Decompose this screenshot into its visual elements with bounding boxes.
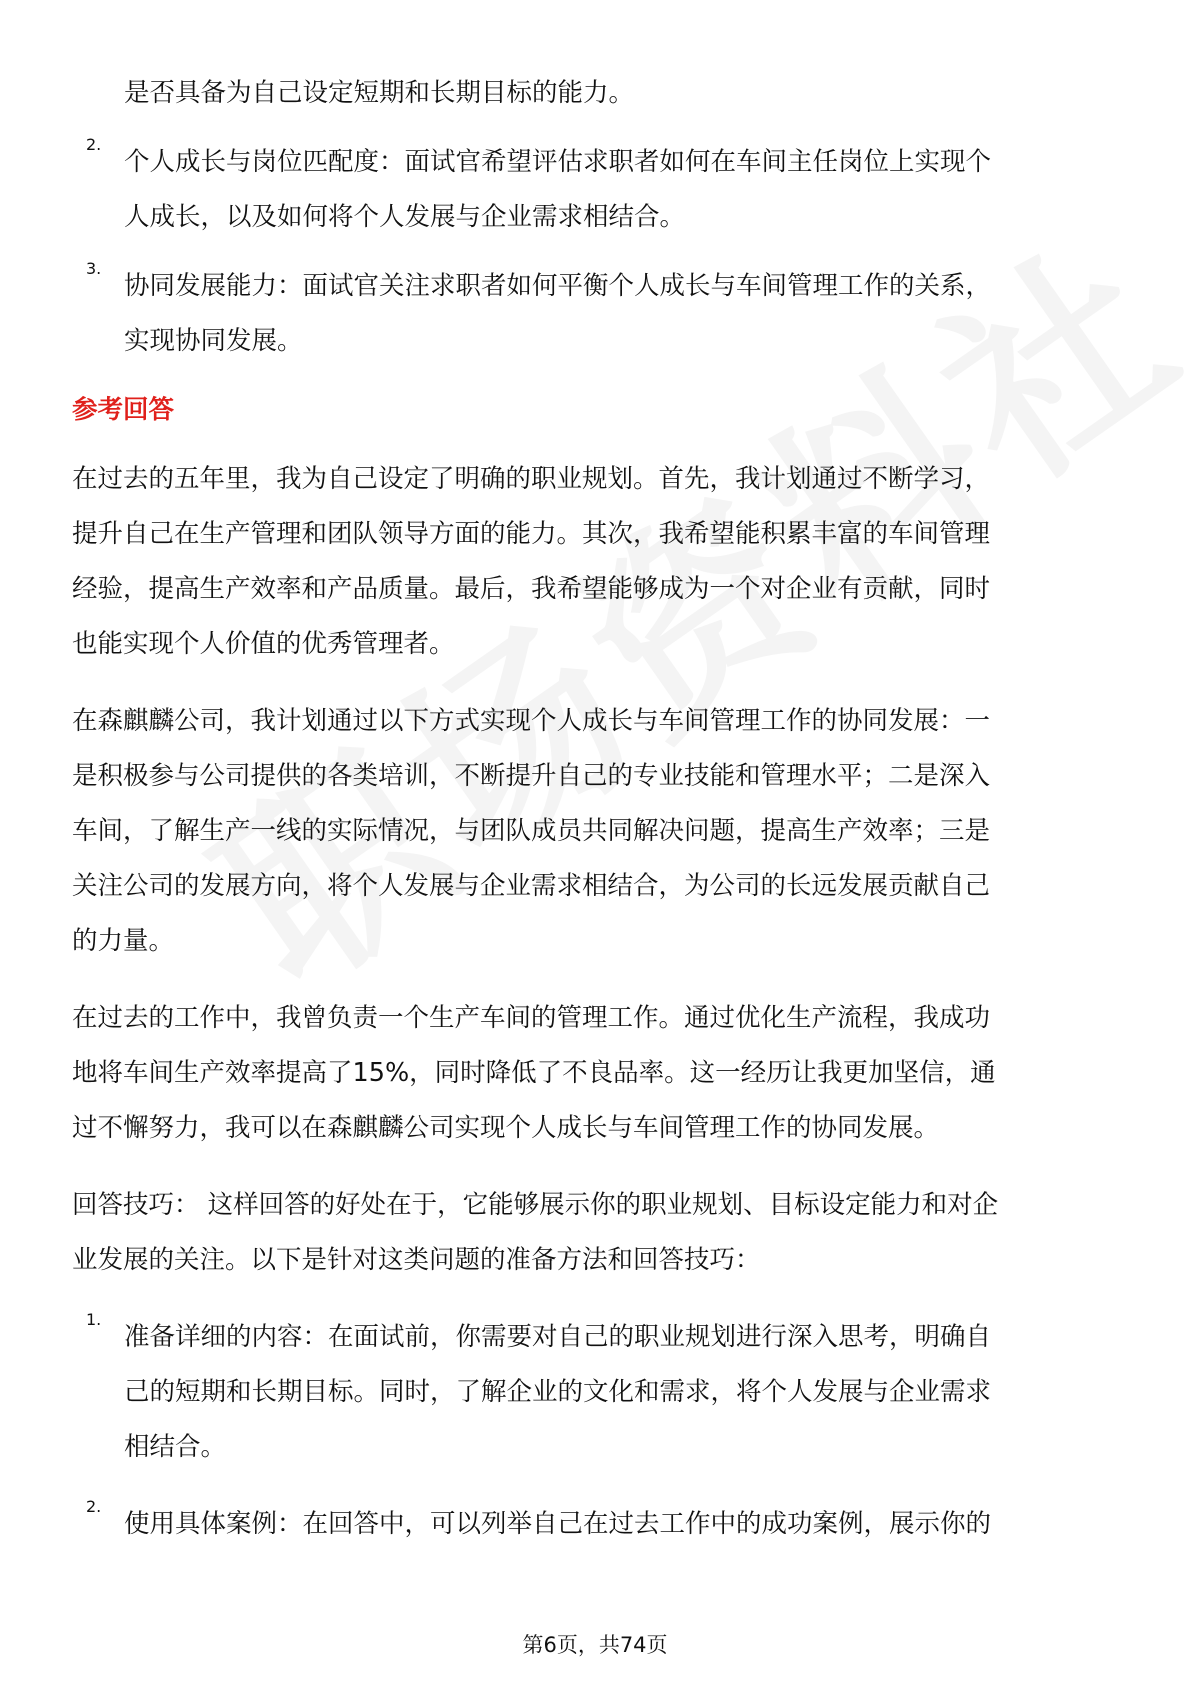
list-number: 2. (86, 135, 102, 154)
paragraph-line: 过不懈努力，我可以在森麒麟公司实现个人成长与车间管理工作的协同发展。 (72, 1113, 940, 1143)
paragraph-line: 车间，了解生产一线的实际情况，与团队成员共同解决问题，提高生产效率；三是 (72, 816, 991, 846)
paragraph-line: 关注公司的发展方向，将个人发展与企业需求相结合，为公司的长远发展贡献自己 (72, 871, 991, 901)
list-line: 相结合。 (124, 1432, 227, 1462)
paragraph-line: 也能实现个人价值的优秀管理者。 (72, 629, 455, 659)
paragraph-line: 业发展的关注。以下是针对这类问题的准备方法和回答技巧： (72, 1245, 761, 1275)
list-line: 使用具体案例：在回答中，可以列举自己在过去工作中的成功案例，展示你的 (124, 1509, 992, 1539)
list-line: 个人成长与岗位匹配度：面试官希望评估求职者如何在车间主任岗位上实现个 (124, 147, 992, 177)
paragraph-line: 在过去的工作中，我曾负责一个生产车间的管理工作。通过优化生产流程，我成功 (72, 1003, 991, 1033)
list-line: 协同发展能力：面试官关注求职者如何平衡个人成长与车间管理工作的关系， (124, 271, 992, 301)
page-content (72, 66, 1122, 1552)
page-footer: 第6页，共74页 (522, 1633, 668, 1657)
paragraph-line: 提升自己在生产管理和团队领导方面的能力。其次，我希望能积累丰富的车间管理 (72, 519, 991, 549)
list-line: 准备详细的内容：在面试前，你需要对自己的职业规划进行深入思考，明确自 (124, 1322, 992, 1352)
list-item (72, 1310, 1122, 1475)
paragraph-line: 在森麒麟公司，我计划通过以下方式实现个人成长与车间管理工作的协同发展：一 (72, 706, 991, 736)
paragraph (72, 452, 1122, 672)
paragraph (72, 991, 1122, 1156)
list-item (72, 1497, 1122, 1552)
list-number: 1. (86, 1310, 102, 1329)
paragraph-line: 经验，提高生产效率和产品质量。最后，我希望能够成为一个对企业有贡献，同时 (72, 574, 991, 604)
list-item (72, 135, 1122, 245)
section-heading: 参考回答 (72, 395, 175, 425)
list-item (72, 259, 1122, 369)
list-number: 2. (86, 1497, 102, 1516)
list-line: 己的短期和长期目标。同时，了解企业的文化和需求，将个人发展与企业需求 (124, 1377, 992, 1407)
paragraph-line: 的力量。 (72, 926, 175, 956)
paragraph-line: 在过去的五年里，我为自己设定了明确的职业规划。首先，我计划通过不断学习， (72, 464, 991, 494)
paragraph-line: 回答技巧： 这样回答的好处在于，它能够展示你的职业规划、目标设定能力和对企 (72, 1190, 999, 1220)
list-line: 实现协同发展。 (124, 326, 303, 356)
paragraph (72, 1178, 1122, 1288)
paragraph-line: 地将车间生产效率提高了15%，同时降低了不良品率。这一经历让我更加坚信，通 (72, 1058, 996, 1088)
list-number: 3. (86, 259, 102, 278)
paragraph-line: 是积极参与公司提供的各类培训，不断提升自己的专业技能和管理水平；二是深入 (72, 761, 991, 791)
list-line: 人成长，以及如何将个人发展与企业需求相结合。 (124, 202, 686, 232)
continuation-line: 是否具备为自己设定短期和长期目标的能力。 (124, 78, 635, 108)
paragraph (72, 694, 1122, 969)
